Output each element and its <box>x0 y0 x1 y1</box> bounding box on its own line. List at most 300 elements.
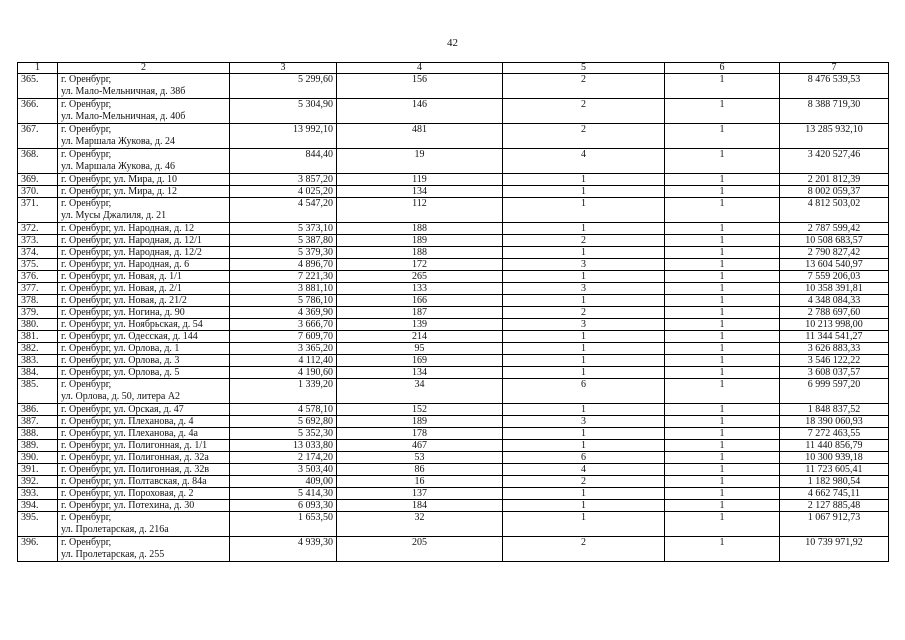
column-5-cell: 1 <box>503 488 665 500</box>
column-5-cell: 3 <box>503 259 665 271</box>
column-6-cell: 1 <box>665 379 780 404</box>
address-cell <box>58 99 230 124</box>
column-7-cell: 10 739 971,92 <box>780 537 889 562</box>
column-4-cell: 481 <box>337 124 503 149</box>
table-row <box>18 307 889 319</box>
column-6-cell: 1 <box>665 124 780 149</box>
area-cell: 3 503,40 <box>230 464 337 476</box>
address-line-1: г. Оренбург, ул. Плеханова, д. 4а <box>61 428 198 439</box>
column-7-cell: 18 390 060,93 <box>780 416 889 428</box>
address-line-1: г. Оренбург, ул. Орлова, д. 3 <box>61 355 180 366</box>
column-7-cell: 4 348 084,33 <box>780 295 889 307</box>
area-cell: 5 692,80 <box>230 416 337 428</box>
row-number-cell: 396. <box>18 537 58 562</box>
column-4-cell: 214 <box>337 331 503 343</box>
row-number-cell: 390. <box>18 452 58 464</box>
address-cell <box>58 174 230 186</box>
area-cell: 5 387,80 <box>230 235 337 247</box>
address-line-1: г. Оренбург, ул. Ногина, д. 90 <box>61 307 185 318</box>
column-header: 1 <box>18 63 58 74</box>
address-cell <box>58 307 230 319</box>
column-4-cell: 119 <box>337 174 503 186</box>
column-4-cell: 172 <box>337 259 503 271</box>
column-5-cell: 4 <box>503 464 665 476</box>
address-cell <box>58 367 230 379</box>
area-cell: 4 896,70 <box>230 259 337 271</box>
address-line-2: ул. Мусы Джалиля, д. 21 <box>61 210 167 221</box>
area-cell: 6 093,30 <box>230 500 337 512</box>
address-line-1: г. Оренбург, ул. Плеханова, д. 4 <box>61 416 194 427</box>
column-4-cell: 139 <box>337 319 503 331</box>
page-number: 42 <box>447 37 458 49</box>
row-number-cell: 370. <box>18 186 58 198</box>
column-5-cell: 2 <box>503 99 665 124</box>
column-7-cell: 11 723 605,41 <box>780 464 889 476</box>
column-4-cell: 187 <box>337 307 503 319</box>
table-row <box>18 416 889 428</box>
address-cell <box>58 343 230 355</box>
address-line-1: г. Оренбург, <box>61 537 112 548</box>
row-number-cell: 386. <box>18 404 58 416</box>
row-number-cell: 392. <box>18 476 58 488</box>
column-6-cell: 1 <box>665 476 780 488</box>
area-cell: 5 786,10 <box>230 295 337 307</box>
address-cell <box>58 247 230 259</box>
row-number-cell: 393. <box>18 488 58 500</box>
row-number-cell: 377. <box>18 283 58 295</box>
column-7-cell: 8 388 719,30 <box>780 99 889 124</box>
column-7-cell: 1 067 912,73 <box>780 512 889 537</box>
column-6-cell: 1 <box>665 74 780 99</box>
column-7-cell: 13 285 932,10 <box>780 124 889 149</box>
row-number-cell: 366. <box>18 99 58 124</box>
column-7-cell: 3 608 037,57 <box>780 367 889 379</box>
address-cell <box>58 355 230 367</box>
area-cell: 5 373,10 <box>230 223 337 235</box>
address-cell <box>58 428 230 440</box>
address-cell <box>58 512 230 537</box>
area-cell: 3 365,20 <box>230 343 337 355</box>
table-row <box>18 235 889 247</box>
column-4-cell: 189 <box>337 235 503 247</box>
address-line-2: ул. Пролетарская, д. 255 <box>61 549 165 560</box>
address-cell <box>58 537 230 562</box>
address-line-1: г. Оренбург, ул. Мира, д. 12 <box>61 186 177 197</box>
column-4-cell: 184 <box>337 500 503 512</box>
address-line-1: г. Оренбург, ул. Полтавская, д. 84а <box>61 476 207 487</box>
column-6-cell: 1 <box>665 488 780 500</box>
column-6-cell: 1 <box>665 235 780 247</box>
column-5-cell: 1 <box>503 355 665 367</box>
area-cell: 7 221,30 <box>230 271 337 283</box>
column-5-cell: 1 <box>503 247 665 259</box>
column-5-cell: 1 <box>503 404 665 416</box>
column-5-cell: 1 <box>503 440 665 452</box>
address-line-2: ул. Мало-Мельничная, д. 38б <box>61 86 186 97</box>
address-cell <box>58 74 230 99</box>
address-cell <box>58 283 230 295</box>
table-row <box>18 512 889 537</box>
column-6-cell: 1 <box>665 512 780 537</box>
table-row <box>18 367 889 379</box>
address-line-2: ул. Мало-Мельничная, д. 40б <box>61 111 186 122</box>
address-cell <box>58 186 230 198</box>
address-line-1: г. Оренбург, <box>61 124 112 135</box>
area-cell: 3 666,70 <box>230 319 337 331</box>
column-7-cell: 7 559 206,03 <box>780 271 889 283</box>
column-7-cell: 11 344 541,27 <box>780 331 889 343</box>
row-number-cell: 385. <box>18 379 58 404</box>
column-5-cell: 1 <box>503 343 665 355</box>
table-row <box>18 428 889 440</box>
column-4-cell: 166 <box>337 295 503 307</box>
column-header: 2 <box>58 63 230 74</box>
row-number-cell: 394. <box>18 500 58 512</box>
row-number-cell: 395. <box>18 512 58 537</box>
column-6-cell: 1 <box>665 537 780 562</box>
column-4-cell: 169 <box>337 355 503 367</box>
row-number-cell: 379. <box>18 307 58 319</box>
column-7-cell: 2 201 812,39 <box>780 174 889 186</box>
area-cell: 3 881,10 <box>230 283 337 295</box>
table-row <box>18 452 889 464</box>
column-6-cell: 1 <box>665 186 780 198</box>
buildings-table <box>17 62 889 562</box>
column-4-cell: 137 <box>337 488 503 500</box>
address-cell <box>58 488 230 500</box>
column-5-cell: 1 <box>503 295 665 307</box>
row-number-cell: 374. <box>18 247 58 259</box>
area-cell: 1 339,20 <box>230 379 337 404</box>
table-row <box>18 440 889 452</box>
address-line-1: г. Оренбург, ул. Полигонная, д. 32а <box>61 452 209 463</box>
area-cell: 2 174,20 <box>230 452 337 464</box>
address-line-1: г. Оренбург, ул. Пороховая, д. 2 <box>61 488 194 499</box>
table-row <box>18 271 889 283</box>
row-number-cell: 391. <box>18 464 58 476</box>
column-5-cell: 2 <box>503 74 665 99</box>
area-cell: 4 547,20 <box>230 198 337 223</box>
address-cell <box>58 464 230 476</box>
column-5-cell: 6 <box>503 379 665 404</box>
area-cell: 4 190,60 <box>230 367 337 379</box>
column-6-cell: 1 <box>665 452 780 464</box>
column-6-cell: 1 <box>665 271 780 283</box>
table-row <box>18 343 889 355</box>
column-7-cell: 11 440 856,79 <box>780 440 889 452</box>
column-5-cell: 1 <box>503 174 665 186</box>
address-line-1: г. Оренбург, ул. Полигонная, д. 1/1 <box>61 440 208 451</box>
area-cell: 4 578,10 <box>230 404 337 416</box>
column-5-cell: 2 <box>503 476 665 488</box>
address-cell <box>58 198 230 223</box>
column-5-cell: 1 <box>503 198 665 223</box>
column-6-cell: 1 <box>665 295 780 307</box>
address-line-1: г. Оренбург, ул. Народная, д. 12/2 <box>61 247 202 258</box>
column-5-cell: 1 <box>503 271 665 283</box>
column-7-cell: 8 002 059,37 <box>780 186 889 198</box>
row-number-cell: 387. <box>18 416 58 428</box>
table-row <box>18 247 889 259</box>
column-4-cell: 86 <box>337 464 503 476</box>
address-line-1: г. Оренбург, ул. Одесская, д. 144 <box>61 331 198 342</box>
column-6-cell: 1 <box>665 149 780 174</box>
column-4-cell: 133 <box>337 283 503 295</box>
address-cell <box>58 476 230 488</box>
address-cell <box>58 149 230 174</box>
column-7-cell: 7 272 463,55 <box>780 428 889 440</box>
table-row <box>18 355 889 367</box>
column-4-cell: 156 <box>337 74 503 99</box>
column-6-cell: 1 <box>665 198 780 223</box>
table-row <box>18 404 889 416</box>
column-7-cell: 2 790 827,42 <box>780 247 889 259</box>
column-5-cell: 2 <box>503 537 665 562</box>
address-cell <box>58 331 230 343</box>
address-cell <box>58 379 230 404</box>
table-row <box>18 259 889 271</box>
address-line-1: г. Оренбург, ул. Орская, д. 47 <box>61 404 184 415</box>
column-5-cell: 2 <box>503 235 665 247</box>
address-line-1: г. Оренбург, <box>61 99 112 110</box>
address-cell <box>58 416 230 428</box>
column-7-cell: 4 662 745,11 <box>780 488 889 500</box>
column-7-cell: 10 508 683,57 <box>780 235 889 247</box>
address-line-1: г. Оренбург, ул. Мира, д. 10 <box>61 174 177 185</box>
table-row <box>18 186 889 198</box>
column-4-cell: 134 <box>337 367 503 379</box>
address-line-1: г. Оренбург, <box>61 198 112 209</box>
table-row <box>18 223 889 235</box>
area-cell: 7 609,70 <box>230 331 337 343</box>
address-cell <box>58 319 230 331</box>
table-row <box>18 319 889 331</box>
column-7-cell: 6 999 597,20 <box>780 379 889 404</box>
column-4-cell: 134 <box>337 186 503 198</box>
row-number-cell: 382. <box>18 343 58 355</box>
column-4-cell: 53 <box>337 452 503 464</box>
column-4-cell: 95 <box>337 343 503 355</box>
column-6-cell: 1 <box>665 404 780 416</box>
row-number-cell: 378. <box>18 295 58 307</box>
column-7-cell: 2 787 599,42 <box>780 223 889 235</box>
area-cell: 5 299,60 <box>230 74 337 99</box>
row-number-cell: 367. <box>18 124 58 149</box>
table-row <box>18 476 889 488</box>
row-number-cell: 376. <box>18 271 58 283</box>
row-number-cell: 372. <box>18 223 58 235</box>
table-header-row <box>18 63 889 74</box>
address-cell <box>58 271 230 283</box>
area-cell: 4 369,90 <box>230 307 337 319</box>
column-6-cell: 1 <box>665 440 780 452</box>
column-5-cell: 1 <box>503 223 665 235</box>
column-6-cell: 1 <box>665 331 780 343</box>
address-line-1: г. Оренбург, ул. Ноябрьская, д. 54 <box>61 319 203 330</box>
table-row <box>18 500 889 512</box>
row-number-cell: 365. <box>18 74 58 99</box>
column-header: 6 <box>665 63 780 74</box>
address-line-1: г. Оренбург, ул. Полигонная, д. 32в <box>61 464 210 475</box>
area-cell: 4 025,20 <box>230 186 337 198</box>
column-7-cell: 3 626 883,33 <box>780 343 889 355</box>
address-line-1: г. Оренбург, <box>61 149 112 160</box>
row-number-cell: 381. <box>18 331 58 343</box>
column-4-cell: 467 <box>337 440 503 452</box>
address-line-1: г. Оренбург, <box>61 74 112 85</box>
address-line-2: ул. Пролетарская, д. 216а <box>61 524 169 535</box>
table-row <box>18 537 889 562</box>
address-cell <box>58 259 230 271</box>
column-5-cell: 3 <box>503 283 665 295</box>
table-row <box>18 124 889 149</box>
column-6-cell: 1 <box>665 99 780 124</box>
address-line-1: г. Оренбург, ул. Новая, д. 1/1 <box>61 271 182 282</box>
column-5-cell: 1 <box>503 428 665 440</box>
column-6-cell: 1 <box>665 428 780 440</box>
column-5-cell: 6 <box>503 452 665 464</box>
column-header: 7 <box>780 63 889 74</box>
row-number-cell: 375. <box>18 259 58 271</box>
address-line-1: г. Оренбург, ул. Новая, д. 2/1 <box>61 283 182 294</box>
table-row <box>18 464 889 476</box>
area-cell: 4 112,40 <box>230 355 337 367</box>
column-7-cell: 10 213 998,00 <box>780 319 889 331</box>
column-4-cell: 112 <box>337 198 503 223</box>
address-line-1: г. Оренбург, ул. Орлова, д. 1 <box>61 343 180 354</box>
table-row <box>18 379 889 404</box>
table-row <box>18 74 889 99</box>
column-7-cell: 1 182 980,54 <box>780 476 889 488</box>
address-line-2: ул. Маршала Жукова, д. 46 <box>61 161 175 172</box>
address-cell <box>58 440 230 452</box>
column-6-cell: 1 <box>665 259 780 271</box>
column-5-cell: 2 <box>503 307 665 319</box>
column-6-cell: 1 <box>665 343 780 355</box>
area-cell: 4 939,30 <box>230 537 337 562</box>
table-row <box>18 149 889 174</box>
row-number-cell: 388. <box>18 428 58 440</box>
column-4-cell: 34 <box>337 379 503 404</box>
row-number-cell: 383. <box>18 355 58 367</box>
row-number-cell: 384. <box>18 367 58 379</box>
column-4-cell: 188 <box>337 247 503 259</box>
column-7-cell: 1 848 837,52 <box>780 404 889 416</box>
column-5-cell: 1 <box>503 186 665 198</box>
column-4-cell: 188 <box>337 223 503 235</box>
area-cell: 5 379,30 <box>230 247 337 259</box>
address-line-1: г. Оренбург, ул. Орлова, д. 5 <box>61 367 180 378</box>
address-line-1: г. Оренбург, ул. Новая, д. 21/2 <box>61 295 187 306</box>
table-row <box>18 174 889 186</box>
column-5-cell: 4 <box>503 149 665 174</box>
area-cell: 5 352,30 <box>230 428 337 440</box>
row-number-cell: 368. <box>18 149 58 174</box>
column-7-cell: 10 358 391,81 <box>780 283 889 295</box>
column-6-cell: 1 <box>665 464 780 476</box>
column-6-cell: 1 <box>665 223 780 235</box>
column-5-cell: 3 <box>503 416 665 428</box>
address-line-1: г. Оренбург, <box>61 379 112 390</box>
column-7-cell: 4 812 503,02 <box>780 198 889 223</box>
table-row <box>18 295 889 307</box>
area-cell: 5 304,90 <box>230 99 337 124</box>
column-7-cell: 10 300 939,18 <box>780 452 889 464</box>
area-cell: 13 992,10 <box>230 124 337 149</box>
address-cell <box>58 404 230 416</box>
row-number-cell: 369. <box>18 174 58 186</box>
row-number-cell: 373. <box>18 235 58 247</box>
address-cell <box>58 235 230 247</box>
column-6-cell: 1 <box>665 247 780 259</box>
column-7-cell: 2 127 885,48 <box>780 500 889 512</box>
area-cell: 409,00 <box>230 476 337 488</box>
column-6-cell: 1 <box>665 416 780 428</box>
column-6-cell: 1 <box>665 283 780 295</box>
column-4-cell: 16 <box>337 476 503 488</box>
area-cell: 5 414,30 <box>230 488 337 500</box>
column-7-cell: 3 420 527,46 <box>780 149 889 174</box>
address-cell <box>58 223 230 235</box>
column-5-cell: 1 <box>503 512 665 537</box>
table-row <box>18 488 889 500</box>
address-line-1: г. Оренбург, ул. Потехина, д. 30 <box>61 500 195 511</box>
column-5-cell: 1 <box>503 367 665 379</box>
address-line-1: г. Оренбург, <box>61 512 112 523</box>
column-7-cell: 2 788 697,60 <box>780 307 889 319</box>
column-header: 3 <box>230 63 337 74</box>
address-cell <box>58 124 230 149</box>
column-6-cell: 1 <box>665 355 780 367</box>
column-header: 4 <box>337 63 503 74</box>
column-4-cell: 152 <box>337 404 503 416</box>
row-number-cell: 380. <box>18 319 58 331</box>
table-row <box>18 198 889 223</box>
column-6-cell: 1 <box>665 367 780 379</box>
row-number-cell: 389. <box>18 440 58 452</box>
address-line-2: ул. Маршала Жукова, д. 24 <box>61 136 175 147</box>
column-4-cell: 265 <box>337 271 503 283</box>
address-line-1: г. Оренбург, ул. Народная, д. 6 <box>61 259 190 270</box>
column-header: 5 <box>503 63 665 74</box>
column-5-cell: 1 <box>503 331 665 343</box>
column-4-cell: 178 <box>337 428 503 440</box>
address-line-1: г. Оренбург, ул. Народная, д. 12 <box>61 223 195 234</box>
area-cell: 1 653,50 <box>230 512 337 537</box>
column-4-cell: 189 <box>337 416 503 428</box>
column-6-cell: 1 <box>665 500 780 512</box>
table-row <box>18 99 889 124</box>
area-cell: 13 033,80 <box>230 440 337 452</box>
table-row <box>18 331 889 343</box>
column-7-cell: 13 604 540,97 <box>780 259 889 271</box>
column-4-cell: 32 <box>337 512 503 537</box>
column-5-cell: 1 <box>503 500 665 512</box>
column-4-cell: 146 <box>337 99 503 124</box>
address-cell <box>58 452 230 464</box>
area-cell: 844,40 <box>230 149 337 174</box>
row-number-cell: 371. <box>18 198 58 223</box>
column-6-cell: 1 <box>665 307 780 319</box>
column-5-cell: 3 <box>503 319 665 331</box>
column-6-cell: 1 <box>665 319 780 331</box>
column-5-cell: 2 <box>503 124 665 149</box>
address-line-2: ул. Орлова, д. 50, литера А2 <box>61 391 181 402</box>
column-6-cell: 1 <box>665 174 780 186</box>
column-7-cell: 3 546 122,22 <box>780 355 889 367</box>
address-line-1: г. Оренбург, ул. Народная, д. 12/1 <box>61 235 202 246</box>
column-4-cell: 205 <box>337 537 503 562</box>
